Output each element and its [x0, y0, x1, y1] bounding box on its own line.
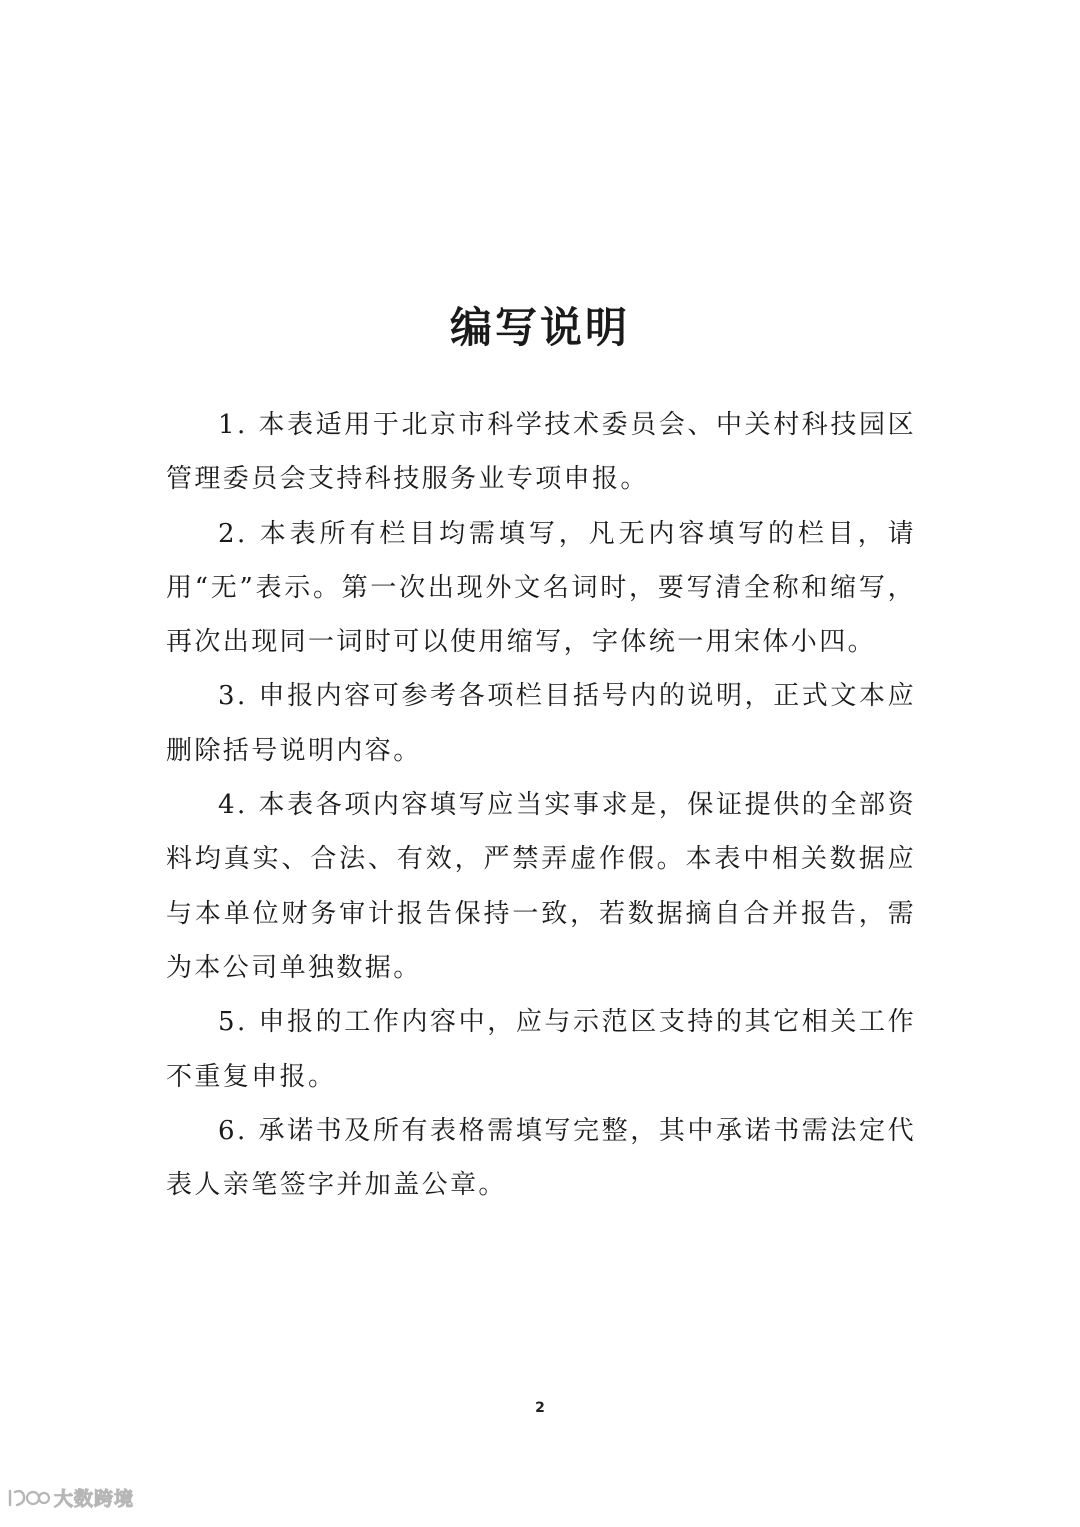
instruction-item-5: 5. 申报的工作内容中，应与示范区支持的其它相关工作不重复申报。 — [166, 1007, 916, 1092]
watermark — [6, 1484, 134, 1511]
watermark-text: 大数跨境 — [54, 1488, 135, 1510]
instruction-item-3: 3. 申报内容可参考各项栏目括号内的说明，正式文本应删除括号说明内容。 — [166, 681, 916, 766]
brand-logo-icon — [6, 1487, 50, 1509]
instruction-item-2: 2. 本表所有栏目均需填写，凡无内容填写的栏目，请用“无”表示。第一次出现外文名词时，要写清全称和缩写，再次出现同一词时可以使用缩写，字体统一用宋体小四。 — [166, 518, 916, 658]
page-number: 2 — [535, 1400, 545, 1416]
instruction-item-6: 6. 承诺书及所有表格需填写完整，其中承诺书需法定代表人亲笔签字并加盖公章。 — [166, 1115, 916, 1201]
instructions-body — [166, 398, 916, 1212]
instruction-item-4: 4. 本表各项内容填写应当实事求是，保证提供的全部资料均真实、合法、有效，严禁弄虚作假。本表中相关数据应与本单位财务审计报告保持一致，若数据摘自合并报告，需为本公司单独数据。 — [166, 790, 916, 983]
instruction-item-1: 1. 本表适用于北京市科学技术委员会、中关村科技园区管理委员会支持科技服务业专项申报。 — [166, 410, 916, 495]
page-title: 编写说明 — [449, 303, 630, 352]
